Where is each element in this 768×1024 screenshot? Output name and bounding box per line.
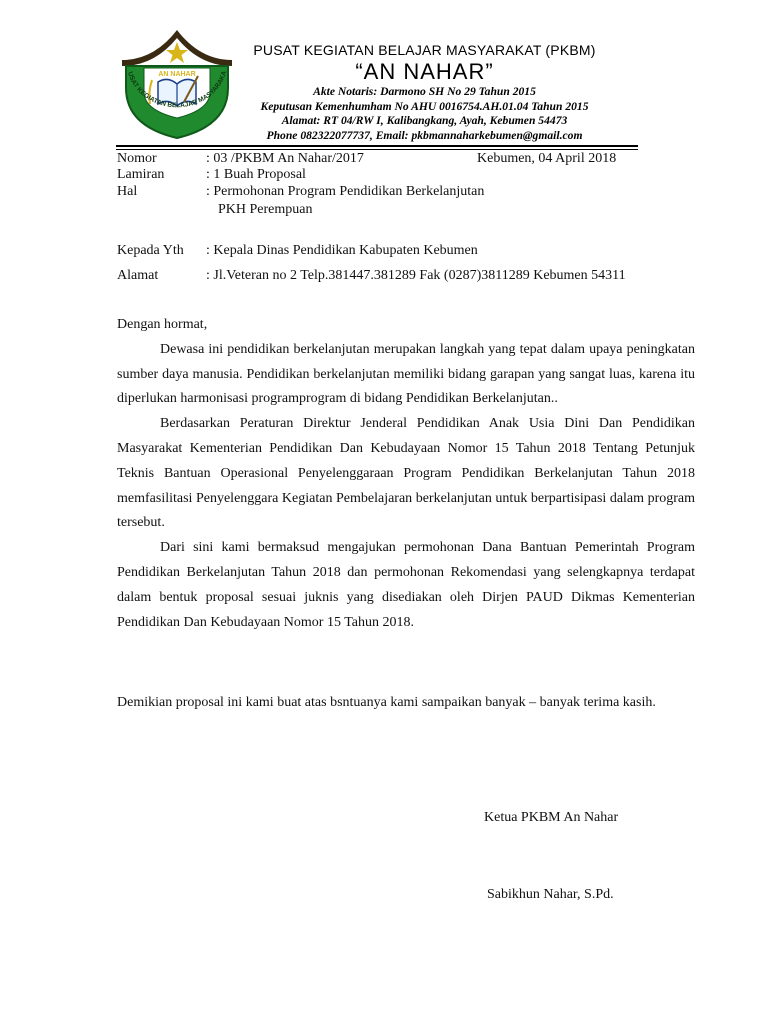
closing-paragraph: Demikian proposal ini kami buat atas bsntuanya kami sampaikan banyak – banyak terima kasih. xyxy=(117,695,656,710)
kepada-value: : Kepala Dinas Pendidikan Kabupaten Kebumen xyxy=(206,243,478,258)
hal-value-2: PKH Perempuan xyxy=(218,202,313,217)
letter-body xyxy=(117,313,695,635)
kepada-label: Kepada Yth xyxy=(117,243,184,258)
decree-line: Keputusan Kemenhumham No AHU 0016754.AH.01.04 Tahun 2015 xyxy=(260,99,589,113)
nomor-label: Nomor xyxy=(117,151,157,166)
address-line: Alamat: RT 04/RW I, Kalibangkang, Ayah, Kebumen 54473 xyxy=(281,114,568,127)
header-rule-thick xyxy=(116,145,638,147)
notary-line: Akte Notaris: Darmono SH No 29 Tahun 2015 xyxy=(313,85,536,98)
paragraph-2: Berdasarkan Peraturan Direktur Jenderal Pendidikan Anak Usia Dini Dan Pendidikan Masyarakat Kementerian Pendidikan Dan Kebudayaan Nomor 15 Tahun 2018 Tentang Petunjuk Teknis Bantuan Operasional Penyelenggaraan Program Pendidikan Berkelanjutan Tahun 2018 memfasilitasi Penyelenggara Kegiatan Pembelajaran berkelanjutan untuk berpartisipasi dalam program tersebut. xyxy=(117,416,695,531)
logo-banner-text: AN NAHAR xyxy=(158,71,196,78)
hal-label: Hal xyxy=(117,184,138,199)
letter-closing-block xyxy=(117,691,695,716)
pkbm-logo xyxy=(114,26,240,142)
signature-title: Ketua PKBM An Nahar xyxy=(484,810,619,825)
hal-value-1: : Permohonan Program Pendidikan Berkelanjutan xyxy=(206,184,485,199)
alamat-value: : Jl.Veteran no 2 Telp.381447.381289 Fak (0287)3811289 Kebumen 54311 xyxy=(206,268,626,283)
paragraph-1: Dewasa ini pendidikan berkelanjutan merupakan langkah yang tepat dalam upaya peningkatan sumber daya manusia. Pendidikan berkelanjutan memiliki bidang garapan yang sangat luas, karena itu diperlukan harmonisasi programprogram di bidang Pendidikan Berkelanjutan.. xyxy=(117,341,695,407)
letterhead xyxy=(232,42,617,143)
lampiran-value: : 1 Buah Proposal xyxy=(206,167,306,182)
nomor-value: : 03 /PKBM An Nahar/2017 xyxy=(206,151,364,166)
letter-date: Kebumen, 04 April 2018 xyxy=(477,151,617,166)
signature-name: Sabikhun Nahar, S.Pd. xyxy=(487,887,614,902)
contact-line: Phone 082322077737, Email: pkbmannaharkebumen@gmail.com xyxy=(266,128,583,142)
org-name: PUSAT KEGIATAN BELAJAR MASYARAKAT (PKBM) xyxy=(253,42,596,58)
paragraph-3: Dari sini kami bermaksud mengajukan permohonan Dana Bantuan Pemerintah Program Pendidikan Berkelanjutan Tahun 2018 dan permohonan Rekomendasi yang selengkapnya terdapat dalam bentuk proposal sesuai juknis yang disediakan oleh Dirjen PAUD Dikmas Kementerian Pendidikan Dan Kebudayaan Nomor 15 Tahun 2018. xyxy=(117,540,695,630)
alamat-label: Alamat xyxy=(117,268,159,283)
salutation: Dengan hormat, xyxy=(117,317,208,332)
logo-ring-text: USAT KEGIATAN BELAJAR MASYARAKA xyxy=(126,70,228,110)
lampiran-label: Lamiran xyxy=(117,167,165,182)
logo-emblem xyxy=(114,26,240,142)
org-brand: “AN NAHAR” xyxy=(355,59,494,84)
